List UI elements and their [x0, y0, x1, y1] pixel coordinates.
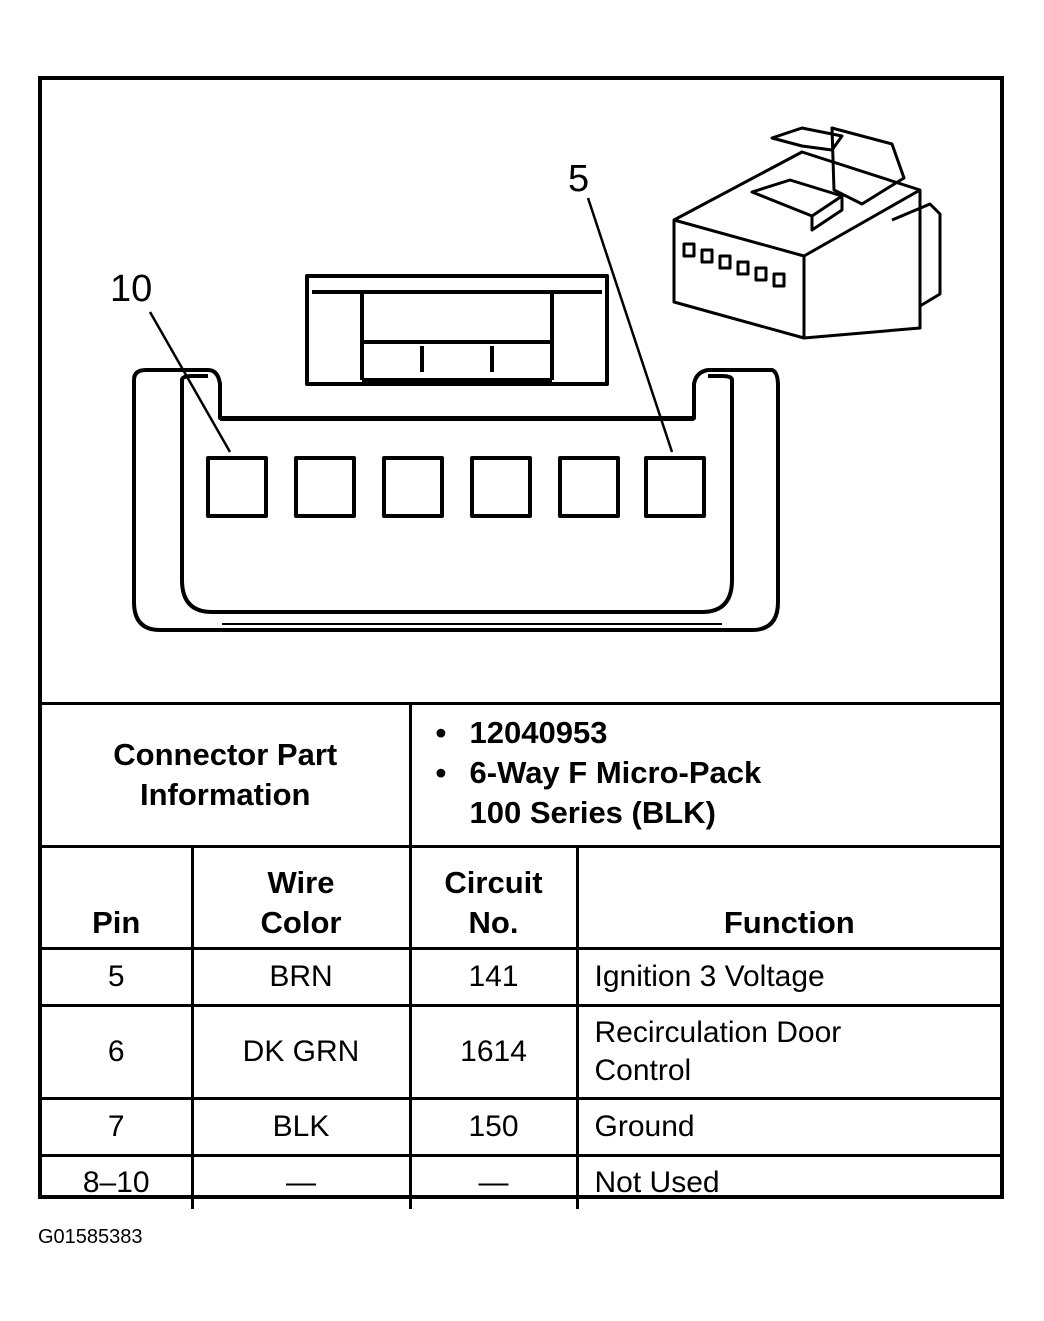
cell-circuit-no: 1614 — [410, 1006, 577, 1099]
pin-cavity-6 — [560, 458, 618, 516]
cell-function: Ground — [577, 1099, 1000, 1156]
connector-table — [42, 702, 1000, 1209]
header-circuit-no — [410, 847, 577, 949]
cell-wire-color: DK GRN — [192, 1006, 410, 1099]
cell-pin: 6 — [42, 1006, 192, 1099]
pin-cavity-9 — [296, 458, 354, 516]
table-row — [42, 949, 1000, 1006]
connector-face-drawing — [42, 80, 1000, 702]
cell-circuit-no: 150 — [410, 1099, 577, 1156]
header-wire-color — [192, 847, 410, 949]
callout-pin-10: 10 — [110, 268, 153, 310]
pin-cavity-5 — [646, 458, 704, 516]
pin-cavity-8 — [384, 458, 442, 516]
header-circuit-no-label: Circuit No. — [444, 865, 543, 940]
header-wire-color-label: Wire Color — [260, 865, 342, 940]
connector-info-label: Connector Part Information — [42, 704, 410, 847]
cell-circuit-no: — — [410, 1156, 577, 1210]
cell-function — [577, 1006, 1000, 1099]
table-row — [42, 1006, 1000, 1099]
cell-pin: 8–10 — [42, 1156, 192, 1210]
header-pin: Pin — [42, 847, 192, 949]
table-header-row — [42, 847, 1000, 949]
connector-diagram — [42, 80, 1000, 702]
callout-pin-5: 5 — [568, 158, 590, 200]
diagram-frame — [38, 76, 1004, 1199]
cell-wire-color: BLK — [192, 1099, 410, 1156]
figure-id: G01585383 — [38, 1226, 143, 1248]
connector-info-item: • 12040953 — [470, 713, 1000, 753]
connector-info-list — [410, 704, 1000, 847]
cell-function: Ignition 3 Voltage — [577, 949, 1000, 1006]
connector-isometric-view — [674, 128, 940, 338]
cell-circuit-no: 141 — [410, 949, 577, 1006]
leader-line-5 — [588, 198, 672, 452]
table-row — [42, 1156, 1000, 1210]
header-function: Function — [577, 847, 1000, 949]
cell-wire-color: BRN — [192, 949, 410, 1006]
table-row — [42, 1099, 1000, 1156]
cell-pin: 7 — [42, 1099, 192, 1156]
cell-function: Not Used — [577, 1156, 1000, 1210]
pin-cavity-10 — [208, 458, 266, 516]
cell-wire-color: — — [192, 1156, 410, 1210]
connector-info-row — [42, 704, 1000, 847]
connector-housing — [134, 370, 778, 630]
cell-function-text: Recirculation Door Control — [594, 1016, 842, 1087]
cell-pin: 5 — [42, 949, 192, 1006]
connector-info-item: • 6-Way F Micro-Pack 100 Series (BLK) — [470, 753, 810, 833]
pin-cavity-7 — [472, 458, 530, 516]
